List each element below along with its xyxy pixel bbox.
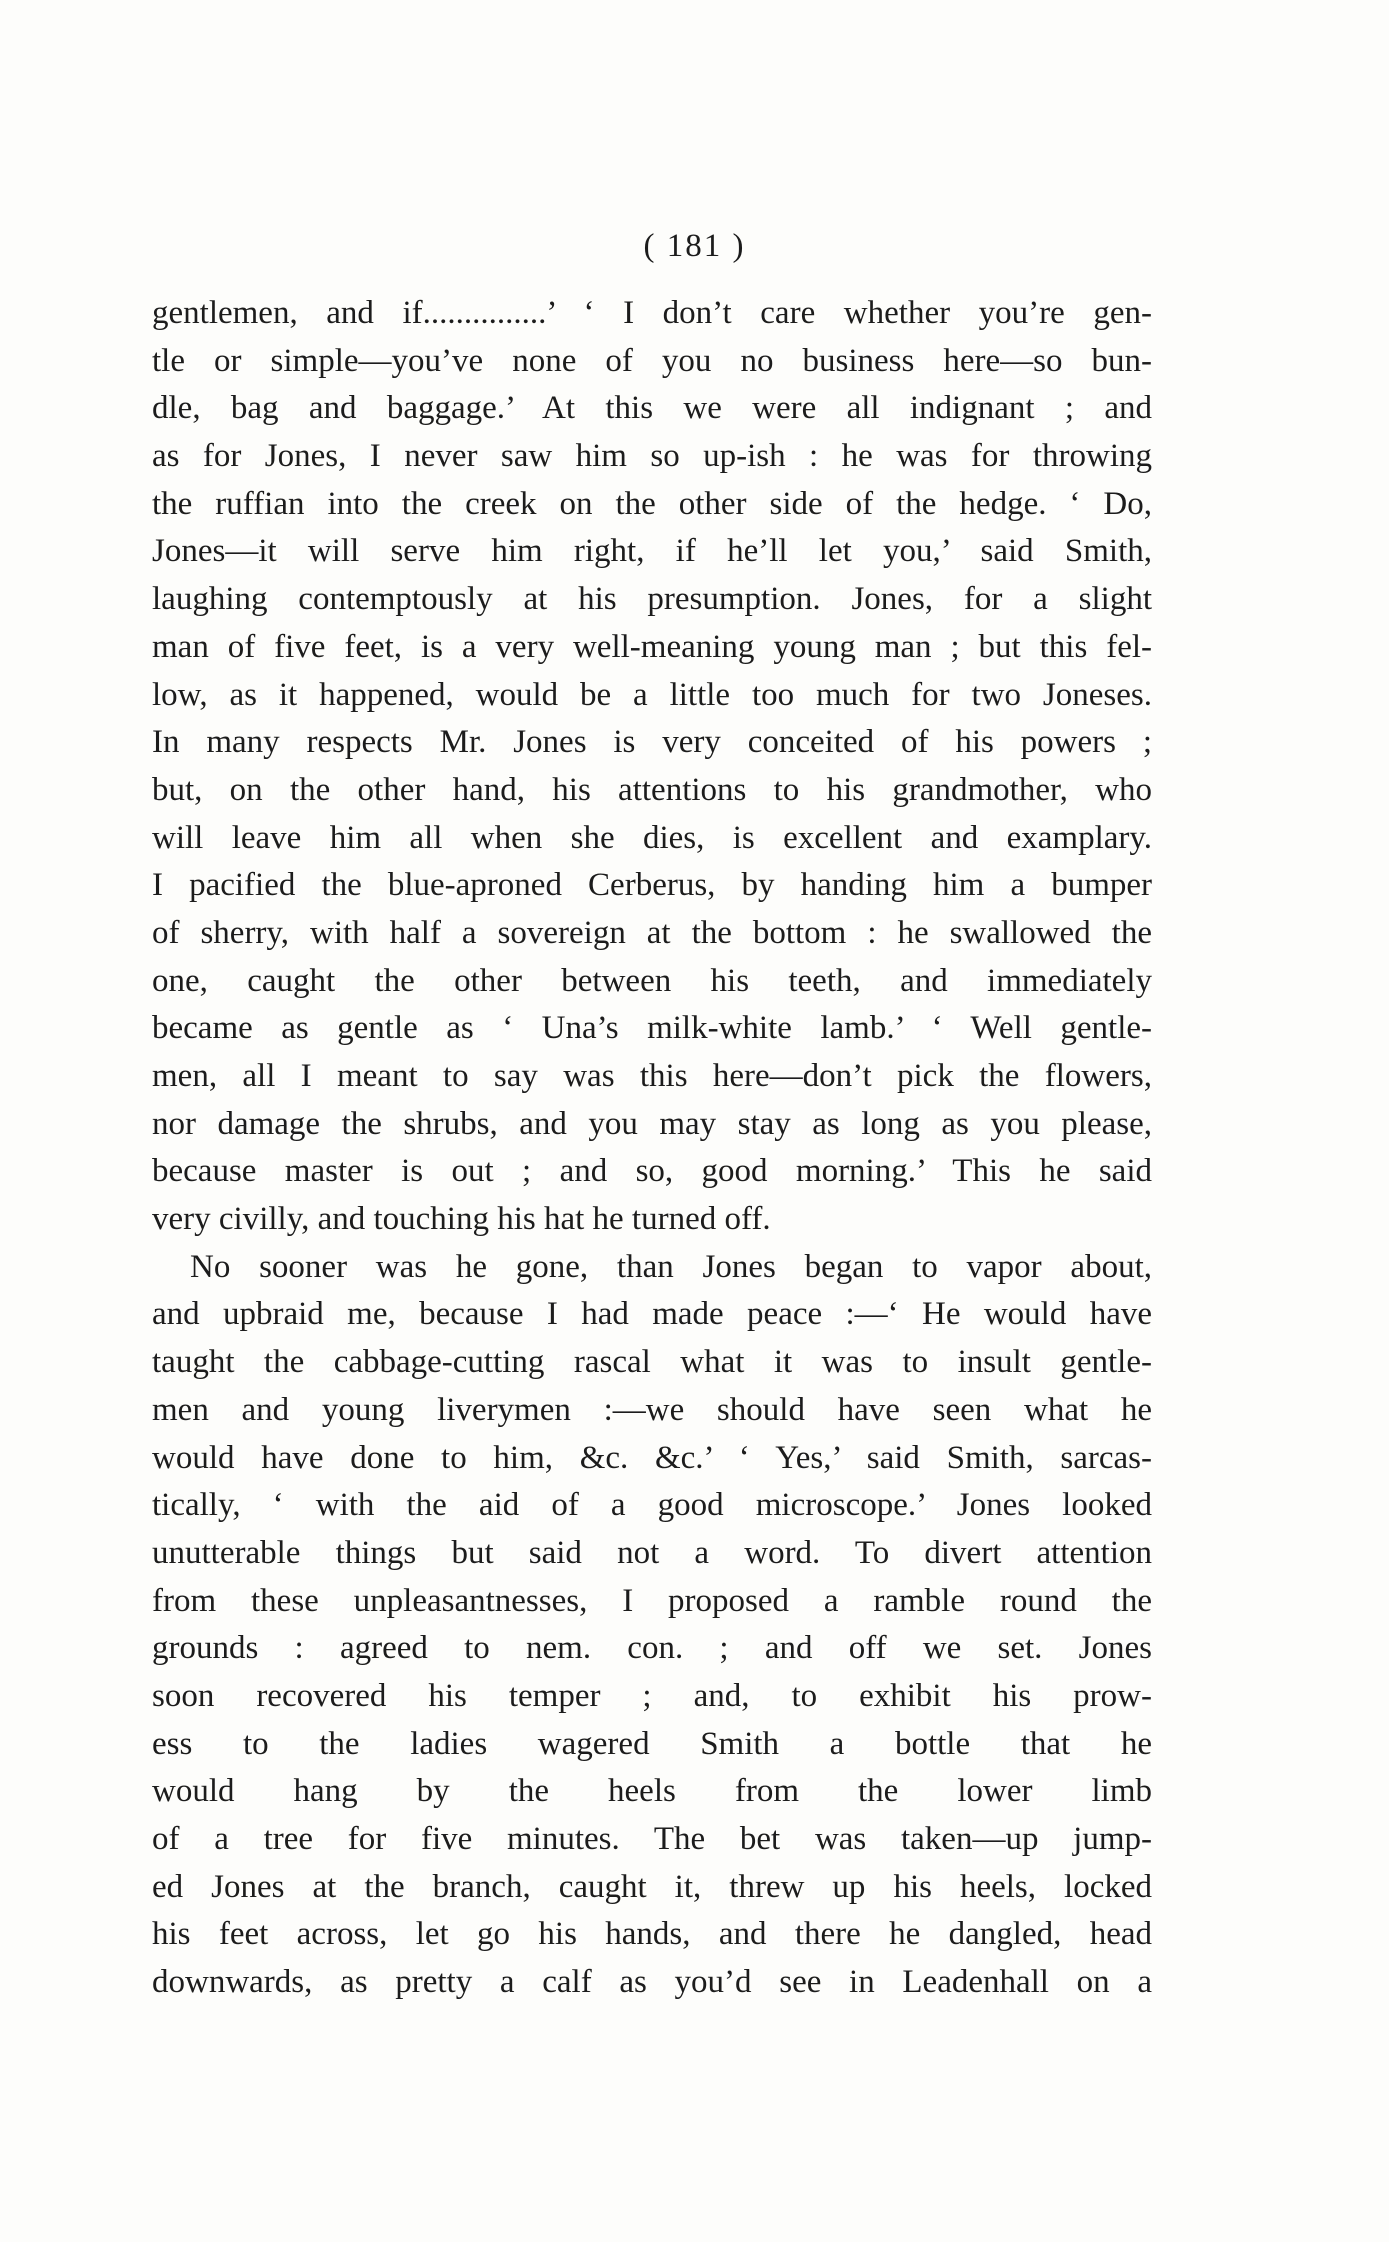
- text-line-25: would have done to him, &c. &c.’ ‘ Yes,’ said Smith, sarcas-: [152, 1439, 1152, 1476]
- text-line-9: low, as it happened, would be a little too much for two Joneses.: [152, 676, 1152, 713]
- text-line-4: as for Jones, I never saw him so up-ish : he was for throwing: [152, 438, 1152, 475]
- text-line-18: nor damage the shrubs, and you may stay as long as you please,: [152, 1105, 1152, 1142]
- text-line-26: tically, ‘ with the aid of a good microscope.’ Jones looked: [152, 1487, 1152, 1524]
- text-line-10: In many respects Mr. Jones is very conceited of his powers ;: [152, 724, 1152, 761]
- text-line-15: one, caught the other between his teeth, and immediately: [152, 962, 1152, 999]
- text-line-33: of a tree for five minutes. The bet was taken—up jump-: [152, 1821, 1152, 1857]
- body-text: [152, 290, 1152, 2007]
- text-line-1: gentlemen, and if...............’ ‘ I don’t care whether you’re gen-: [152, 295, 1152, 331]
- text-line-11: but, on the other hand, his attentions to his grandmother, who: [152, 771, 1152, 808]
- text-line-27: unutterable things but said not a word. To divert attention: [152, 1534, 1152, 1571]
- text-line-17: men, all I meant to say was this here—don’t pick the flowers,: [152, 1058, 1152, 1094]
- text-line-14: of sherry, with half a sovereign at the bottom : he swallowed the: [152, 914, 1152, 951]
- text-line-30: soon recovered his temper ; and, to exhibit his prow-: [152, 1677, 1152, 1714]
- text-line-6: Jones—it will serve him right, if he’ll let you,’ said Smith,: [152, 533, 1152, 570]
- text-line-3: dle, bag and baggage.’ At this we were all indignant ; and: [152, 390, 1152, 427]
- text-line-12: will leave him all when she dies, is excellent and examplary.: [152, 819, 1152, 856]
- text-line-24: men and young liverymen :—we should have seen what he: [152, 1391, 1152, 1428]
- text-line-19: because master is out ; and so, good morning.’ This he said: [152, 1153, 1152, 1190]
- text-line-22: and upbraid me, because I had made peace :—‘ He would have: [152, 1296, 1152, 1333]
- text-line-36: downwards, as pretty a calf as you’d see in Leadenhall on a: [152, 1964, 1152, 2001]
- text-line-32: would hang by the heels from the lower limb: [152, 1773, 1152, 1810]
- text-line-20: very civilly, and touching his hat he turned off.: [152, 1201, 771, 1238]
- text-line-21: No sooner was he gone, than Jones began to vapor about,: [190, 1248, 1152, 1285]
- text-line-13: I pacified the blue-aproned Cerberus, by handing him a bumper: [152, 867, 1152, 904]
- text-line-8: man of five feet, is a very well-meaning young man ; but this fel-: [152, 628, 1152, 665]
- text-line-34: ed Jones at the branch, caught it, threw up his heels, locked: [152, 1868, 1152, 1905]
- text-line-28: from these unpleasantnesses, I proposed a ramble round the: [152, 1582, 1152, 1619]
- text-line-29: grounds : agreed to nem. con. ; and off we set. Jones: [152, 1630, 1152, 1667]
- text-line-23: taught the cabbage-cutting rascal what it was to insult gentle-: [152, 1344, 1152, 1381]
- text-line-16: became as gentle as ‘ Una’s milk-white lamb.’ ‘ Well gentle-: [152, 1010, 1152, 1047]
- page-number-header: ( 181 ): [643, 228, 746, 264]
- text-line-2: tle or simple—you’ve none of you no business here—so bun-: [152, 342, 1152, 379]
- text-line-7: laughing contemptously at his presumption. Jones, for a slight: [152, 581, 1152, 618]
- text-line-5: the ruffian into the creek on the other side of the hedge. ‘ Do,: [152, 485, 1152, 522]
- text-line-31: ess to the ladies wagered Smith a bottle that he: [152, 1725, 1152, 1762]
- text-line-35: his feet across, let go his hands, and there he dangled, head: [152, 1916, 1152, 1953]
